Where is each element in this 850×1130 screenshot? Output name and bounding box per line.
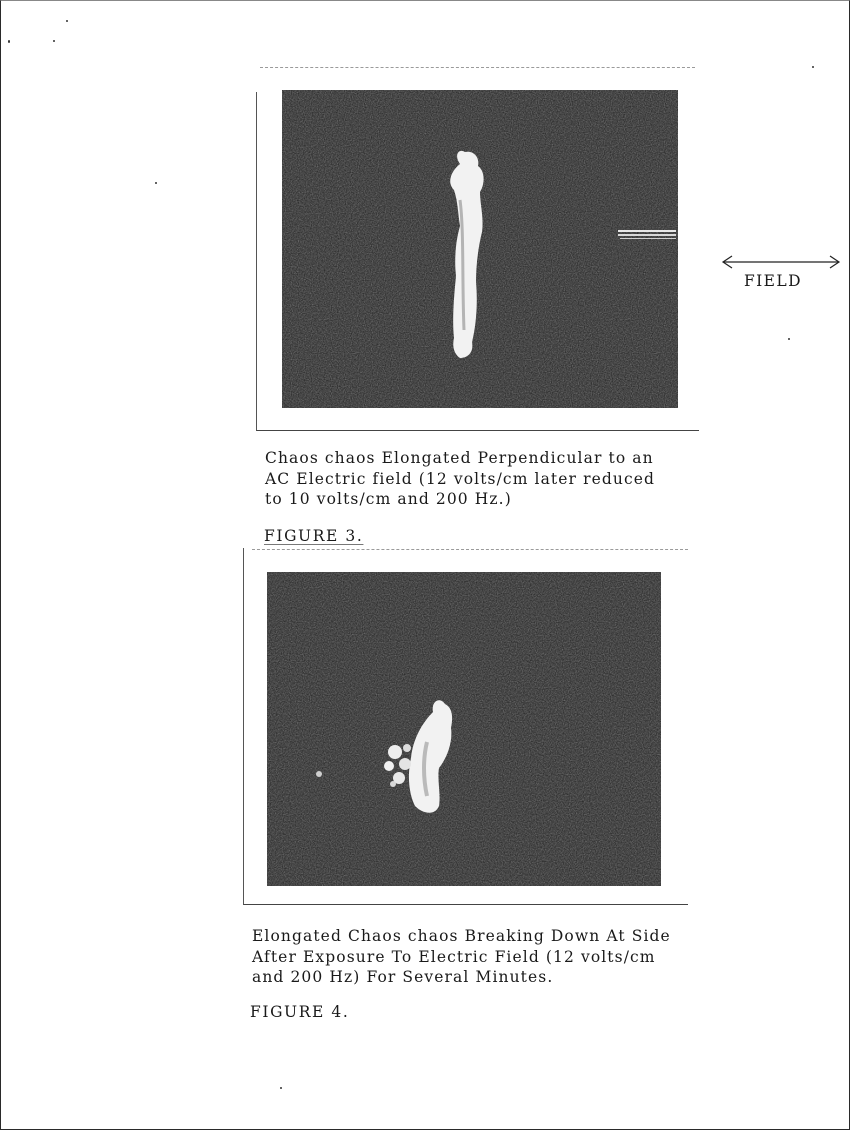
figure-4-label: FIGURE 4.	[250, 1003, 350, 1021]
figure-4-photo	[267, 572, 661, 886]
scan-speck	[155, 182, 157, 184]
scan-speck	[66, 20, 68, 22]
caption-line: and 200 Hz) For Several Minutes.	[252, 968, 554, 986]
figure-3-label: FIGURE 3.	[264, 527, 364, 545]
figure-4-caption	[252, 926, 671, 988]
caption-line: Elongated Chaos chaos Breaking Down At Side	[252, 927, 671, 945]
scan-speck	[812, 66, 814, 68]
field-label: FIELD	[744, 272, 802, 290]
figure-3-caption	[265, 448, 655, 510]
scan-speck	[788, 338, 790, 340]
micrograph-organism-breaking-down	[267, 572, 661, 886]
caption-line: AC Electric field (12 volts/cm later reduced	[265, 469, 656, 488]
photo-mount-top-edge	[260, 67, 695, 68]
caption-line: Chaos chaos Elongated Perpendicular to an	[265, 449, 654, 467]
scan-speck	[53, 40, 55, 42]
caption-line: After Exposure To Electric Field (12 volts/cm	[252, 947, 656, 966]
scan-speck	[8, 40, 10, 43]
micrograph-elongated-organism	[282, 90, 678, 408]
caption-line: to 10 volts/cm and 200 Hz.)	[265, 490, 512, 508]
figure-3-photo	[282, 90, 678, 408]
scan-speck	[280, 1087, 282, 1089]
